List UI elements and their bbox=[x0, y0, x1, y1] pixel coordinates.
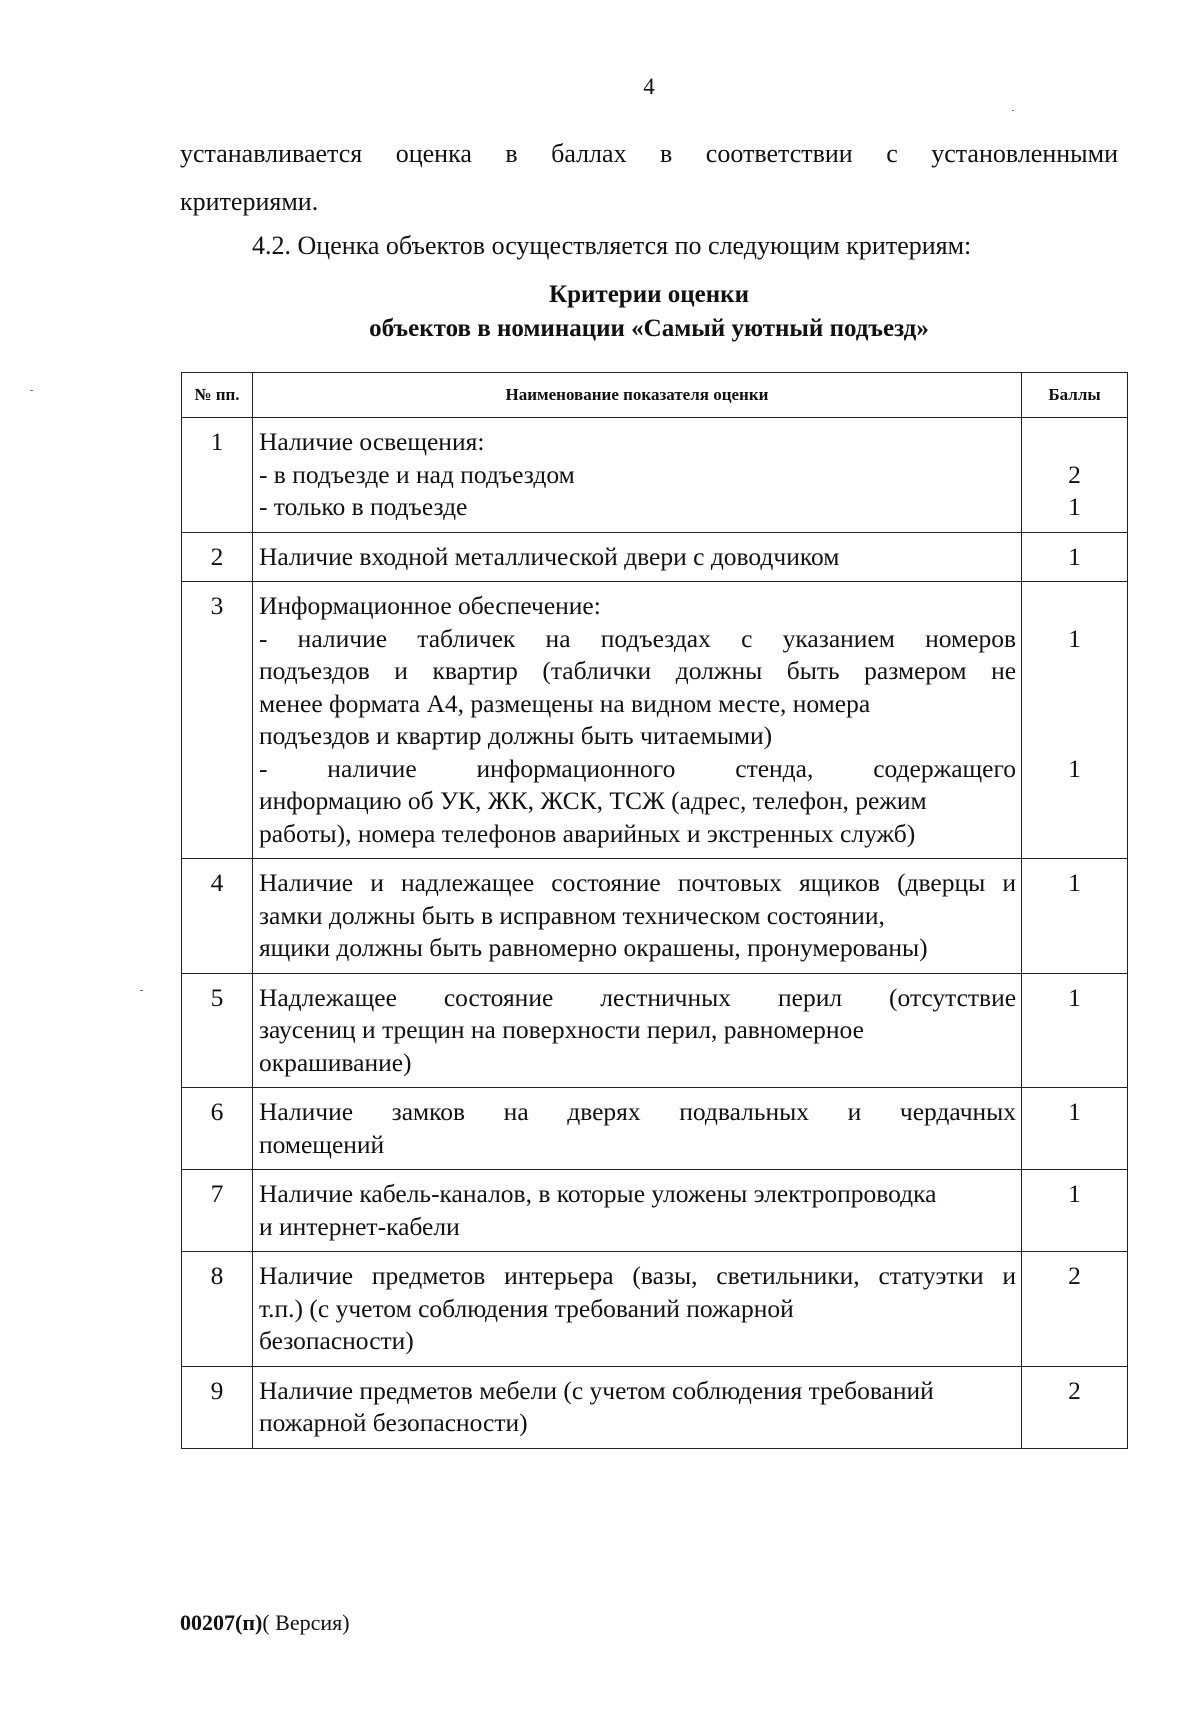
criterion-score bbox=[1022, 1252, 1128, 1367]
score-value: 1 bbox=[1068, 492, 1081, 521]
criterion-line: - только в подъезде bbox=[258, 492, 468, 521]
score-value: 1 bbox=[1068, 1179, 1081, 1208]
row-number: 2 bbox=[182, 532, 253, 582]
row-number: 5 bbox=[182, 973, 253, 1088]
score-value: 2 bbox=[1068, 1261, 1081, 1290]
criterion-description bbox=[252, 973, 1021, 1088]
criterion-line: ящики должны быть равномерно окрашены, пронумерованы) bbox=[258, 933, 928, 962]
criterion-line: подъездов и квартир должны быть читаемыми) bbox=[258, 721, 773, 750]
page-number: 4 bbox=[643, 74, 655, 99]
header-name: Наименование показателя оценки bbox=[252, 373, 1021, 418]
header-num: № пп. bbox=[182, 373, 253, 418]
criterion-description bbox=[252, 1088, 1021, 1170]
score-value bbox=[1023, 426, 1126, 459]
table-row bbox=[182, 1252, 1128, 1367]
criterion-line: Наличие кабель-каналов, в которые уложены электропроводка bbox=[258, 1179, 937, 1208]
row-number: 9 bbox=[182, 1366, 253, 1448]
criterion-line: Наличие предметов мебели (с учетом соблюдения требований bbox=[258, 1375, 934, 1405]
document-code: 00207(п) bbox=[180, 1610, 263, 1635]
table-row bbox=[182, 418, 1128, 533]
criterion-description bbox=[252, 1252, 1021, 1367]
criterion-line: Наличие входной металлической двери с доводчиком bbox=[258, 541, 840, 571]
criterion-description bbox=[252, 859, 1021, 974]
table-title-line-2: объектов в номинации «Самый уютный подъезд» bbox=[369, 315, 929, 342]
score-value bbox=[1023, 655, 1126, 688]
score-value: 1 bbox=[1068, 541, 1081, 571]
table-row bbox=[182, 1088, 1128, 1170]
row-number: 4 bbox=[182, 859, 253, 974]
intro-line-2: критериями. bbox=[180, 187, 319, 216]
criterion-description bbox=[252, 1366, 1021, 1448]
criterion-line: и интернет-кабели bbox=[258, 1211, 460, 1241]
criterion-line: окрашивание) bbox=[258, 1047, 412, 1077]
scan-speck bbox=[140, 990, 143, 991]
score-value bbox=[1023, 785, 1126, 818]
criterion-description bbox=[252, 1170, 1021, 1252]
scan-speck bbox=[1012, 110, 1014, 111]
intro-paragraph bbox=[180, 130, 1118, 226]
criterion-line: - наличие информационного стенда, содержащего bbox=[258, 753, 1017, 783]
criterion-line: Наличие предметов интерьера (вазы, светильники, статуэтки и bbox=[258, 1261, 1017, 1290]
score-value bbox=[1023, 818, 1126, 851]
criterion-description bbox=[252, 418, 1021, 533]
score-value: 1 bbox=[1068, 868, 1081, 897]
criteria-table-body bbox=[182, 418, 1128, 1449]
criterion-line: безопасности) bbox=[258, 1326, 414, 1355]
criterion-line: Информационное обеспечение: bbox=[258, 591, 601, 620]
criterion-line: - в подъезде и над подъездом bbox=[258, 459, 575, 489]
criterion-line: Наличие и надлежащее состояние почтовых ящиков (дверцы и bbox=[258, 868, 1017, 897]
score-value bbox=[1023, 688, 1126, 721]
criterion-score bbox=[1022, 1170, 1128, 1252]
intro-line-1: устанавливается оценка в баллах в соответствии с установленными bbox=[180, 139, 1118, 168]
criterion-line: замки должны быть в исправном техническом состоянии, bbox=[258, 900, 885, 930]
score-value: 1 bbox=[1068, 753, 1081, 783]
document-footer bbox=[180, 1610, 350, 1636]
row-number: 8 bbox=[182, 1252, 253, 1367]
criterion-line: информацию об УК, ЖК, ЖСК, ТСЖ (адрес, телефон, режим bbox=[258, 786, 927, 815]
criterion-line: - наличие табличек на подъездах с указанием номеров bbox=[258, 623, 1017, 653]
score-value: 1 bbox=[1068, 623, 1081, 653]
criterion-score bbox=[1022, 973, 1128, 1088]
score-value: 2 bbox=[1068, 1375, 1081, 1405]
document-version: ( Версия) bbox=[262, 1610, 350, 1635]
criterion-line: т.п.) (с учетом соблюдения требований пожарной bbox=[258, 1293, 794, 1323]
criterion-line: Наличие замков на дверях подвальных и чердачных bbox=[258, 1097, 1017, 1126]
criterion-line: работы), номера телефонов аварийных и экстренных служб) bbox=[258, 818, 916, 848]
criterion-line: менее формата А4, размещены на видном месте, номера bbox=[258, 688, 871, 718]
clause-4-2: 4.2. Оценка объектов осуществляется по следующим критериям: bbox=[252, 231, 972, 260]
criterion-score bbox=[1022, 859, 1128, 974]
criteria-table bbox=[181, 372, 1128, 1449]
table-row bbox=[182, 532, 1128, 582]
criterion-line: Наличие освещения: bbox=[258, 427, 485, 456]
criterion-score bbox=[1022, 1366, 1128, 1448]
table-title bbox=[180, 278, 1118, 346]
criterion-score bbox=[1022, 582, 1128, 859]
table-header-row bbox=[182, 373, 1128, 418]
table-row bbox=[182, 859, 1128, 974]
criterion-score bbox=[1022, 418, 1128, 533]
score-value: 1 bbox=[1068, 1097, 1081, 1126]
criterion-line: Надлежащее состояние лестничных перил (отсутствие bbox=[258, 982, 1017, 1012]
criterion-line: пожарной безопасности) bbox=[258, 1408, 528, 1437]
criterion-line: помещений bbox=[258, 1129, 385, 1159]
score-value: 1 bbox=[1068, 982, 1081, 1012]
header-score: Баллы bbox=[1022, 373, 1128, 418]
score-value: 2 bbox=[1068, 459, 1081, 489]
scan-speck bbox=[30, 390, 33, 391]
row-number: 7 bbox=[182, 1170, 253, 1252]
score-value bbox=[1023, 590, 1126, 623]
table-row bbox=[182, 973, 1128, 1088]
criterion-description bbox=[252, 532, 1021, 582]
table-row bbox=[182, 1366, 1128, 1448]
table-row bbox=[182, 1170, 1128, 1252]
criterion-score bbox=[1022, 1088, 1128, 1170]
row-number: 6 bbox=[182, 1088, 253, 1170]
row-number: 3 bbox=[182, 582, 253, 859]
criterion-description bbox=[252, 582, 1021, 859]
table-title-line-1: Критерии оценки bbox=[549, 281, 749, 308]
score-value bbox=[1023, 720, 1126, 753]
criterion-line: заусениц и трещин на поверхности перил, равномерное bbox=[258, 1015, 864, 1044]
row-number: 1 bbox=[182, 418, 253, 533]
table-row bbox=[182, 582, 1128, 859]
criterion-line: подъездов и квартир (таблички должны быть размером не bbox=[258, 656, 1017, 685]
criterion-score bbox=[1022, 532, 1128, 582]
